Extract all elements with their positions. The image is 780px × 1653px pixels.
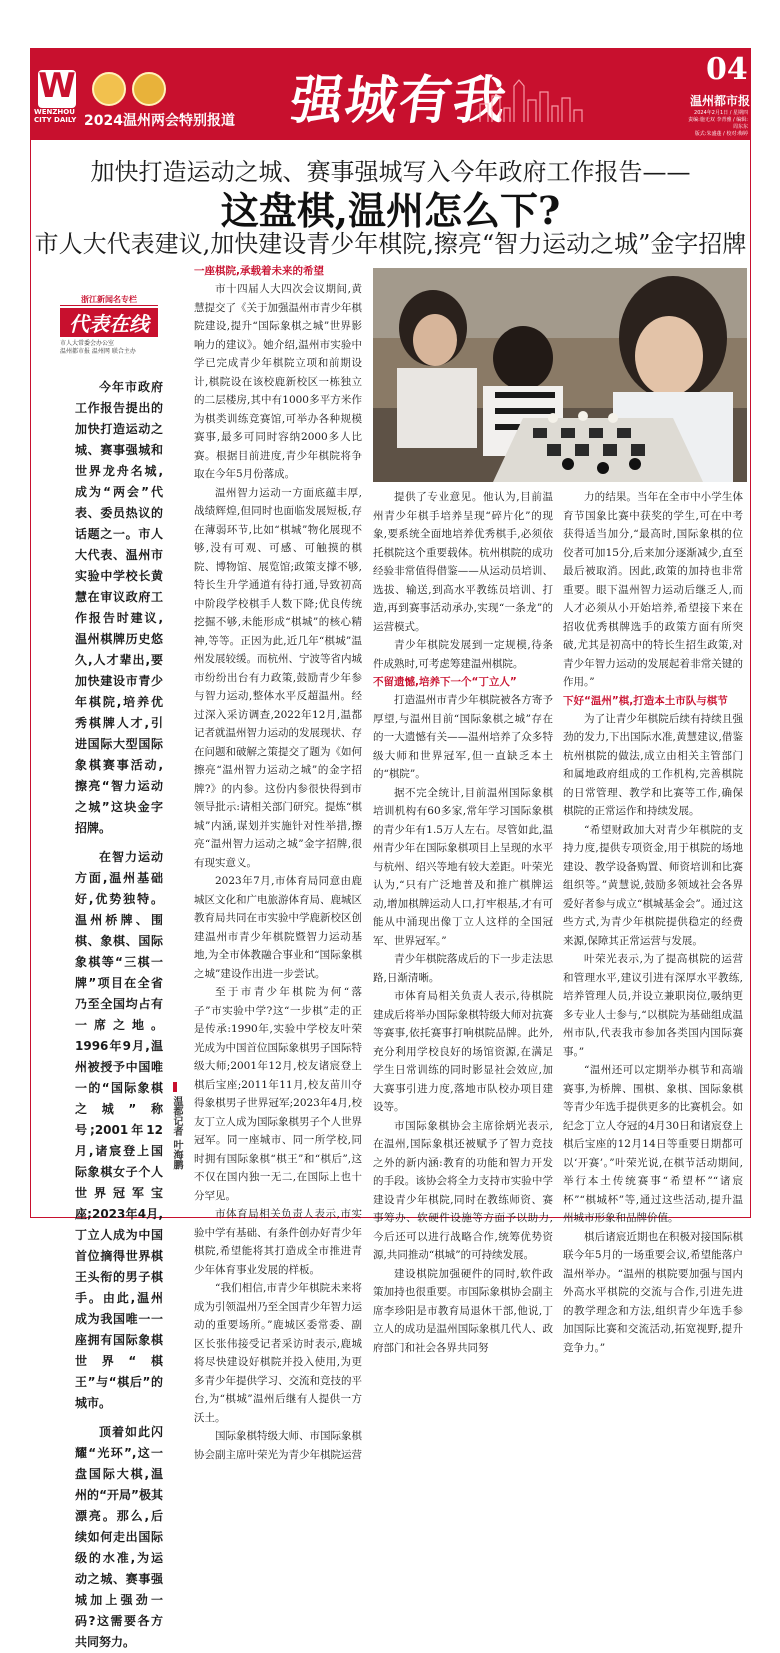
article-paragraph: 市国际象棋协会主席徐炳光表示,在温州,国际象棋还被赋予了智力竞技之外的新内涵:教育的功能和智力开发的手段。该协会将全力支持市实验中学建设青少年棋院,同时在教练师资、赛事筹办、软硬件设施等方面予以助力,今后还可以进行战略合作,统筹优势资源,共同推动“棋城”的可持续发展。 xyxy=(373,1119,553,1261)
byline-author: 温都记者 叶海鹏 xyxy=(171,1096,182,1170)
lead-paragraph: 今年市政府工作报告提出的加快打造运动之城、赛事强城和世界龙舟名城,成为“两会”代表、委员热议的话题之一。市人大代表、温州市实验中学校长黄慧在审议政府工作报告时建议,温州棋牌历史悠久,人才辈出,要加快建设市青少年棋院,培养优秀棋牌人才,引进国际大型国际象棋赛事活动,擦亮“智力运动之城”这块金字招牌。 xyxy=(75,380,163,835)
article-paragraph: “温州还可以定期举办棋节和高端赛事,为桥牌、围棋、象棋、国际象棋等青少年选手提供更多的比赛机会。如纪念丁立人夺冠的4月30日和诸宸登上棋后宝座的12月14日等重要日期都可以‘开赛’。”叶荣光说,在棋节活动期间,举行本土传统赛事“希望杯”“诸宸杯”“棋城杯”等,通过这些活动,提升温州城市形象和品牌价值。 xyxy=(563,1064,743,1224)
national-emblem-icon xyxy=(92,72,126,106)
article-paragraph: 力的结果。当年在全市中小学生体育节国象比赛中获奖的学生,可在中考获得适当加分,“最高时,国际象棋的位佼者可加15分,后来加分逐渐减少,直至最后被取消。因此,政策的加持也非常重要。眼下温州智力运动后继乏人,而人才必须从小开始培养,希望接下来在招收优秀棋牌选手的政策方面有所突破,尤其是初高中的特长生招生政策,对青少年智力运动的发展起着非常关键的作用。” xyxy=(563,491,743,688)
article-paragraph: 2023年7月,市体育局同意由鹿城区文化和广电旅游体育局、鹿城区教育局共同在市实验中学鹿新校区创建温州市青少年棋院暨智力运动基地,为全市体教融合事业和“国际象棋之城”建设作出进一步尝试。 xyxy=(194,875,362,980)
logo-name: WENZHOU CITY DAILY xyxy=(34,108,77,124)
byline-marker xyxy=(173,1082,177,1092)
article-paragraph: 建设棋院加强硬件的同时,软件政策加持也很重要。市国际象棋协会副主席李珍阳是市教育局退休干部,他说,丁立人的成功是温州国际象棋几代人、政府部门和社会各界共同努 xyxy=(373,1267,553,1354)
article-column-3 xyxy=(373,488,553,1354)
article-paragraph: 至于市青少年棋院为何“落子”市实验中学?这“一步棋”走的正是传承:1990年,实验中学校友叶荣光成为中国首位国际象棋男子国际特级大师;2001年12月,校友诸宸登上棋后宝座;2011年11月,校友苗川夺得象棋男子世界冠军;2023年4月,校友丁立人成为国际象棋男子个人世界冠军。同一座城市、同一所学校,同时拥有国际象棋“棋王”和“棋后”,这不仅在国内独一无二,在国际上也十分罕见。 xyxy=(194,986,362,1202)
article-paragraph: 市体育局相关负责人表示,市实验中学有基础、有条件创办好青少年棋院,希望能将其打造成全市推进青少年体育事业发展的样板。 xyxy=(194,1208,362,1276)
meta-date: 2024年2月1日 / 星期四 xyxy=(694,110,748,116)
column-tag-top: 浙江新闻名专栏 xyxy=(60,294,158,306)
column-tag-foot-3: 联合主办 xyxy=(111,348,136,355)
article-paragraph: 温州智力运动一方面底蕴丰厚,战绩辉煌,但同时也面临发展短板,存在薄弱环节,比如“棋城”物化展现不够,没有可观、可感、可触摸的棋院、博物馆、展览馆;政策支撑不够,特长生升学通道有待打通,导致初高中阶段学校棋手人数下降;优良传统挖掘不够,未能形成“棋城”的核心精神,等等。正因为此,近几年“棋城”温州发展较缓。而杭州、宁波等省内城市纷纷出台有力政策,鼓励青少年参与智力运动,整体水平反超温州。经过深入采访调查,2022年12月,温都记者就温州智力运动的发展现状、存在问题和破解之策提交了题为《如何擦亮“温州智力运动之城”的金字招牌?》的内参。这份内参很快得到市领导批示:请相关部门研究。提炼“棋城”内涵,谋划并实施针对性举措,擦亮“温州智力运动之城”金字招牌,很有现实意义。 xyxy=(194,486,362,869)
meta-design: 版式:朱盛蓬 / 校对:梅婷 xyxy=(694,131,748,137)
column-tag xyxy=(60,294,158,354)
section-heading: 不留遗憾,培养下一个“丁立人” xyxy=(373,676,517,688)
article-paragraph: 青少年棋院发展到一定规模,待条件成熟时,可考虑筹建温州棋院。 xyxy=(373,639,553,670)
column-tag-foot-1: 市人大常委会办公室 xyxy=(60,340,115,347)
column-tag-main: 代表在线 xyxy=(60,308,158,337)
logo-letter: W xyxy=(38,66,76,106)
cppcc-emblem-icon xyxy=(132,72,166,106)
column-tag-foot xyxy=(60,340,158,356)
page-meta xyxy=(684,110,748,138)
lead-paragraph: 在智力运动方面,温州基础好,优势独特。温州桥牌、围棋、象棋、国际象棋等“三棋一牌”项目在全省乃至全国均占有一席之地。1996年9月,温州被授予中国唯一的“国际象棋之城”称号;2001年12月,诸宸登上国际象棋女子个人世界冠军宝座;2023年4月,丁立人成为中国首位摘得世界棋王头衔的男子棋手。由此,温州成为我国唯一一座拥有国际象棋世界“棋王”与“棋后”的城市。 xyxy=(75,850,163,1410)
article-paragraph: 据不完全统计,目前温州国际象棋培训机构有60多家,常年学习国际象棋的青少年有1.5万人左右。尽管如此,温州青少年在国际象棋项目上呈现的水平与杭州、绍兴等地有较大差距。叶荣光认为,“只有广泛地普及和推广棋牌运动,增加棋牌运动人口,打牢根基,才有可能从中涌现出像丁立人这样的全国冠军、世界冠军。” xyxy=(373,786,553,947)
city-skyline-icon xyxy=(478,78,588,122)
frame-left-rule xyxy=(30,140,31,1218)
chess-students-photo xyxy=(373,268,747,482)
article-paragraph: 国际象棋特级大师、市国际象棋协会副主席叶荣光为青少年棋院运营 xyxy=(194,1430,362,1461)
column-tag-foot-2: 温州都市报 温州网 xyxy=(60,348,110,355)
article-column-2 xyxy=(194,262,362,1461)
article-paragraph: 市体育局相关负责人表示,待棋院建成后将举办国际象棋特级大师对抗赛等赛事,依托赛事打响棋院品牌。此外,充分利用学校良好的场馆资源,在满足学生日常训练的同时影显社会效应,加大赛事引进力度,落地市队校办项目建设等。 xyxy=(373,990,553,1113)
byline xyxy=(170,1082,184,1169)
lead-column xyxy=(75,377,163,1653)
headline-kicker: 加快打造运动之城、赛事强城写入今年政府工作报告—— xyxy=(90,158,691,186)
section-heading: 一座棋院,承载着未来的希望 xyxy=(194,265,324,277)
headline-main: 这盘棋,温州怎么下? xyxy=(220,188,561,233)
lead-paragraph: 顶着如此闪耀“光环”,这一盘国际大棋,温州的“开局”极其漂亮。那么,后续如何走出国际级的水准,为运动之城、赛事强城加上强劲一码?这需要各方共同努力。 xyxy=(75,1425,163,1649)
headline-sub: 市人大代表建议,加快建设青少年棋院,擦亮“智力运动之城”金字招牌 xyxy=(34,230,747,258)
article-paragraph: 提供了专业意见。他认为,目前温州青少年棋手培养呈现“碎片化”的现象,要系统全面地培养优秀棋手,必须依托棋院这个重要载体。杭州棋院的成功经验非常值得借鉴——从运动员培训、选拔、输送,到高水平教练员培训、打造,再到赛事活动承办,实现“一条龙”的运营模式。 xyxy=(373,491,553,633)
special-report-label: 2024温州两会特别报道 xyxy=(84,113,235,129)
article-paragraph: 为了让青少年棋院后续有持续且强劲的发力,下出国际水准,黄慧建议,借鉴杭州棋院的做法,成立由相关主管部门和属地政府组成的工作机构,完善棋院的日常管理、教学和比赛等工作,确保棋院的正常运作和持续发展。 xyxy=(563,712,743,817)
article-paragraph: 打造温州市青少年棋院被各方寄予厚望,与温州目前“国际象棋之城”存在的一大遗憾有关——温州培养了众多特级大师和世界冠军,但一直缺乏本土的“棋院”。 xyxy=(373,694,553,780)
article-paragraph: 棋后诸宸近期也在积极对接国际棋联今年5月的一场重要会议,希望能落户温州举办。“温州的棋院要加强与国内外高水平棋院的交流与合作,引进先进的教学理念和方法,组织青少年选手参加国际比赛和交流活动,拓宽视野,提升竞争力。” xyxy=(563,1230,743,1354)
meta-editor: 责编:施无双 李青雅 / 编辑:周东东 xyxy=(688,117,748,130)
article-column-4 xyxy=(563,488,743,1354)
paper-name: 温州都市报 xyxy=(690,94,751,108)
article-paragraph: “希望财政加大对青少年棋院的支持力度,提供专项资金,用于棋院的场地建设、教学设备购置、师资培训和比赛组织等。”黄慧说,鼓励多领域社会各界爱好者参与成立“棋城基金会”。通过这些方式,为青少年棋院提供稳定的经费来源,保障其正常运营与发展。 xyxy=(563,823,743,947)
section-title: 强城有我 xyxy=(287,70,512,131)
article-paragraph: 青少年棋院落成后的下一步走法思路,日渐清晰。 xyxy=(373,953,553,984)
page-number: 04 xyxy=(706,52,748,87)
article-paragraph: 叶荣光表示,为了提高棋院的运营和管理水平,建议引进有深厚水平教练,培养管理人员,并设立兼职岗位,吸纳更多专业人士参与,“以棋院为基础组成温州市队,代表我市参加各类国内国际赛事。” xyxy=(563,953,743,1058)
chess-photo-illustration xyxy=(373,268,747,482)
article-paragraph: “我们相信,市青少年棋院未来将成为引领温州乃至全国青少年智力运动的重要场所。”鹿城区委常委、副区长张伟接受记者采访时表示,鹿城将尽快建设好棋院并投入使用,为更多青少年提供学习、交流和竞技的平台,为“棋城”温州后继有人提供一方沃土。 xyxy=(194,1282,362,1424)
frame-right-rule xyxy=(750,140,751,1218)
article-paragraph: 市十四届人大四次会议期间,黄慧提交了《关于加强温州市青少年棋院建设,提升“国际象棋之城”世界影响力的建议》。她介绍,温州市实验中学已完成青少年棋院立项和前期设计,棋院设在该校鹿新校区一栋独立的二层楼房,其中有1000多平方米作为棋类训练竞赛馆,可举办各种规模赛事,最多可同时容纳2000多人比赛。根据目前进度,青少年棋院将争取在今年5月份落成。 xyxy=(194,283,362,480)
section-heading: 下好“温州”棋,打造本土市队与棋节 xyxy=(563,694,728,707)
